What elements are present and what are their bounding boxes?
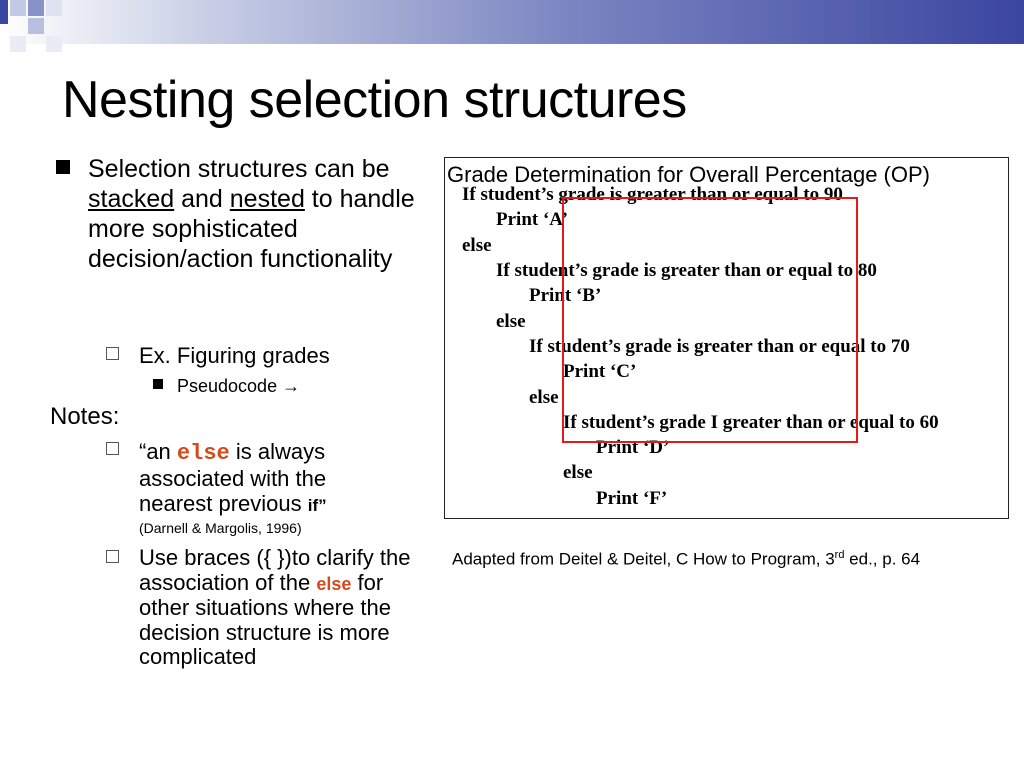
code-line: else — [496, 311, 526, 332]
hollow-bullet-icon — [106, 550, 119, 563]
note1-pre: “an — [139, 439, 177, 464]
notes-label: Notes: — [50, 403, 120, 430]
caption-pre: Adapted from Deitel & Deitel, C How to Program, 3 — [452, 549, 835, 569]
title-banner — [0, 0, 1024, 44]
decor-square — [28, 0, 44, 16]
main-bullet-text — [88, 154, 438, 274]
code-line: else — [529, 387, 559, 408]
citation: (Darnell & Margolis, 1996) — [139, 520, 302, 536]
nested-word: nested — [229, 185, 305, 213]
code-line: If student’s grade is greater than or equal to 70 — [529, 336, 910, 357]
panel-title: Grade Determination for Overall Percentage (OP) — [447, 162, 930, 187]
else-keyword: else — [176, 441, 230, 466]
hollow-bullet-icon — [106, 347, 119, 360]
note2-pre: Use braces ({ })to clarify the association of the — [139, 545, 411, 595]
sub-bullet-text: Ex. Figuring grades — [139, 343, 330, 368]
decor-square — [10, 36, 26, 52]
main-bullet-and: and — [174, 185, 230, 213]
main-bullet-post: to handle more sophisticated decision/action functionality — [88, 185, 415, 273]
main-bullet-pre: Selection structures can be — [88, 155, 390, 183]
source-caption — [452, 544, 992, 571]
note1-text — [139, 439, 389, 518]
else-keyword-2: else — [316, 573, 352, 594]
code-line: If student’s grade I greater than or equal to 60 — [563, 412, 939, 433]
code-line: else — [462, 235, 492, 256]
stacked-word: stacked — [88, 185, 175, 213]
caption-superscript: rd — [834, 549, 845, 561]
decor-square — [46, 36, 62, 52]
highlight-box — [562, 197, 858, 443]
bullet-square-icon — [56, 160, 70, 174]
if-keyword: if” — [307, 496, 327, 515]
slide-title: Nesting selection structures — [62, 71, 687, 129]
decor-square — [28, 18, 44, 34]
decor-square — [46, 0, 62, 16]
note1-mid: is always associated with the nearest previous — [139, 439, 327, 516]
code-line: else — [563, 462, 593, 483]
caption-post: ed., p. 64 — [844, 549, 921, 569]
note2-text — [139, 546, 429, 670]
note2-post: for other situations where the decision structure is more complicated — [139, 569, 391, 669]
subsub-bullet-text: Pseudocode → — [177, 376, 301, 396]
hollow-bullet-icon — [106, 442, 119, 455]
code-line: If student’s grade is greater than or equal to 90 — [462, 184, 843, 205]
code-line: Print ‘C’ — [563, 361, 637, 382]
code-line: Print ‘A’ — [496, 209, 568, 230]
decor-square — [10, 0, 26, 16]
code-line: Print ‘D’ — [596, 437, 670, 458]
code-line: Print ‘F’ — [596, 488, 668, 509]
decor-square — [0, 0, 8, 24]
code-line: Print ‘B’ — [529, 285, 602, 306]
code-line: If student’s grade is greater than or equal to 80 — [496, 260, 877, 281]
small-bullet-icon — [153, 379, 163, 389]
